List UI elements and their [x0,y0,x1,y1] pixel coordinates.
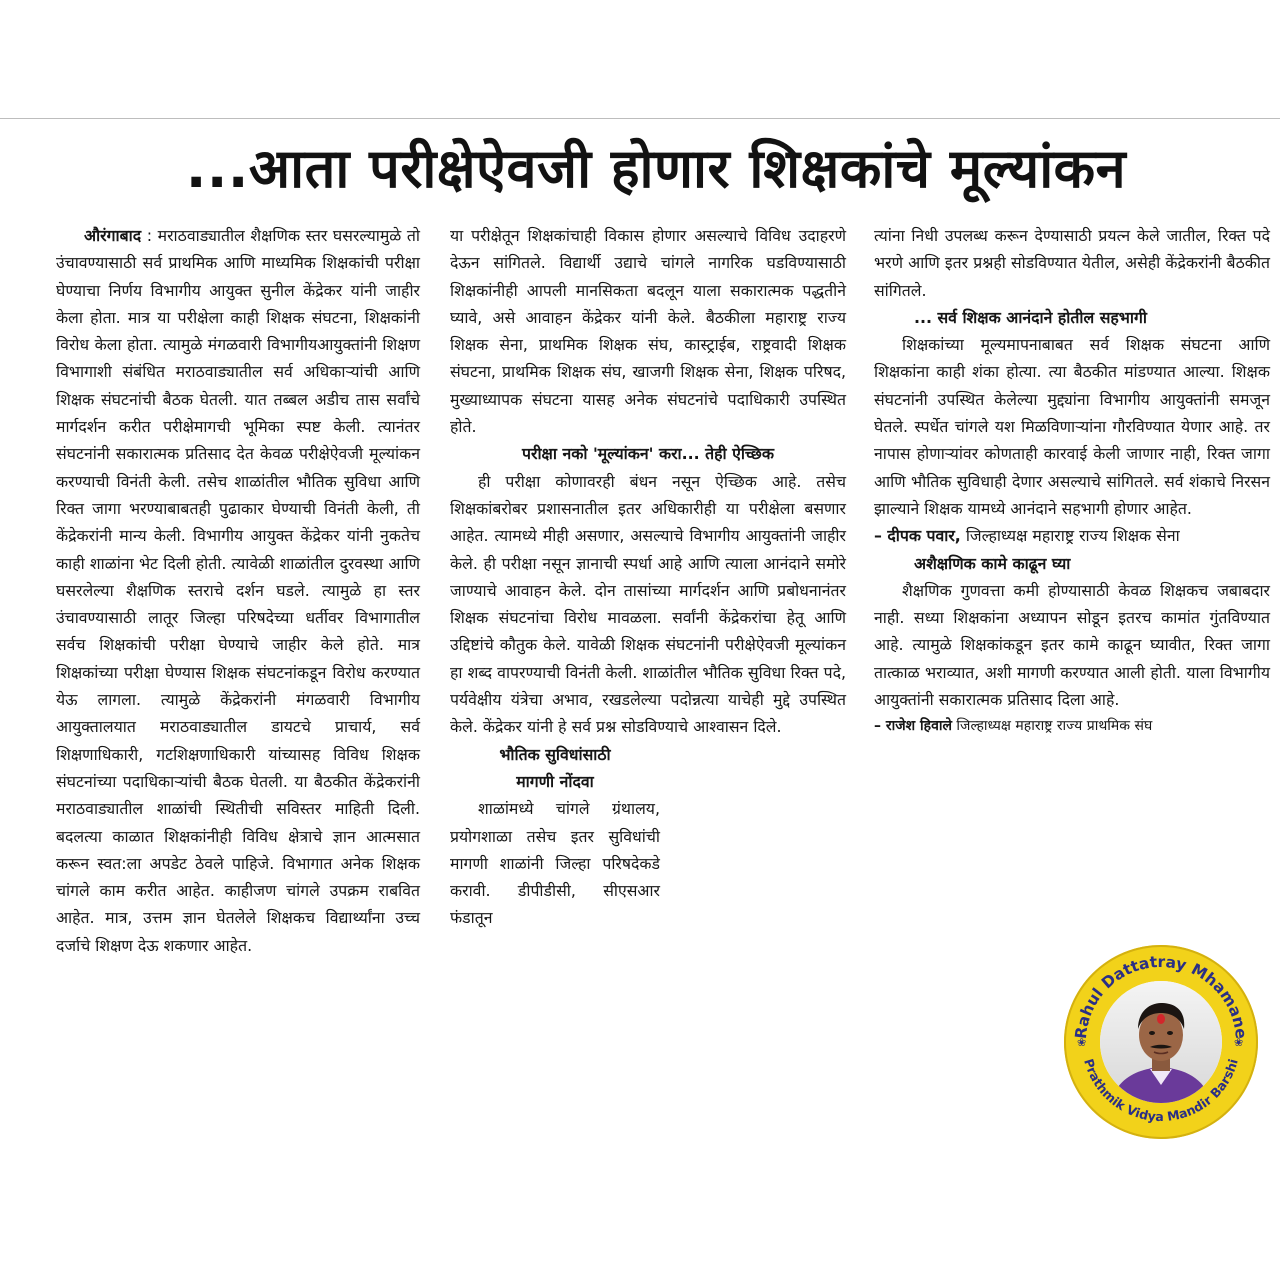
column3-paragraph-1: त्यांना निधी उपलब्ध करून देण्यासाठी प्रयत्न केले जातील, रिक्त पदे भरणे आणि इतर प्रश्नही सोडविण्यात येतील, असेही केंद्रेकरांनी बैठकीत सांगितले. [874,226,1270,300]
article-headline: ...आता परीक्षेऐवजी होणार शिक्षकांचे मूल्यांकन [185,137,1127,200]
dateline: औरंगाबाद [84,226,142,245]
article-column-1 [56,222,420,959]
top-rule [0,118,1280,119]
column3-credit-2 [874,713,1270,740]
article-column-3 [874,222,1270,741]
badge-bottom-text: Prathmik Vidya Mandir Barshi [1081,1056,1241,1125]
column3-subhead-2: अशैक्षणिक कामे काढून घ्या [914,553,1071,573]
badge-top-text: Rahul Dattatray Mhamane [1071,952,1251,1040]
column3-paragraph-2: शिक्षकांच्या मूल्यमापनाबाबत सर्व शिक्षक संघटना आणि शिक्षकांना काही शंका होत्या. त्या बैठकीत मांडण्यात आल्या. शिक्षक संघटनांनी उपस्थित केलेल्या मुद्द्यांना विभागीय आयुक्तांनी समजून घेतले. स्पर्धेत चांगले यश मिळविणाऱ्यांना गौरविण्यात येणार आहे. तर नापास होणाऱ्यांवर कोणताही कारवाई केली जाणार नाही, रिक्त जागा आणि भौतिक सुविधाही देणार असल्याचे सांगितले. सर्व शंकाचे निरसन झाल्याने शिक्षक यामध्ये आनंदाने सहभागी होणार आहेत. [874,335,1270,518]
column3-subhead-1: ... सर्व शिक्षक आनंदाने होतील सहभागी [914,307,1147,327]
flower-icon: ❀ [1234,1036,1244,1049]
column1-paragraph [56,222,420,959]
badge-lettering [1064,945,1258,1139]
column2-subhead-2b: मागणी नोंदवा [516,771,594,791]
column3-credit-1 [874,522,1270,549]
column2-paragraph-2: ही परीक्षा कोणावरही बंधन नसून ऐच्छिक आहे. तसेच शिक्षकांबरोबर प्रशासनातील इतर अधिकारीही या परीक्षेला बसणार आहेत. त्यामध्ये मीही असणार, असल्याचे विभागीय आयुक्तांनी जाहीर केले. ही परीक्षा नसून ज्ञानाची स्पर्धा आहे आणि त्याला आनंदाने समोरे जाण्याचे आवाहन केले. दोन तासांच्या मार्गदर्शन आणि प्रबोधनानंतर शिक्षक संघटनांचा विरोध मावळला. सर्वांनी केंद्रेकरांचा हेतू आणि उद्दिष्टांचे कौतुक केले. यावेळी शिक्षक संघटनांनी परीक्षेऐवजी मूल्यांकन हा शब्द वापरण्याची विनंती केली. शाळांतील भौतिक सुविधा रिक्त पदे, पर्यवेक्षीय यंत्रेचा अभाव, रखडलेल्या पदोन्नत्या याचेही मुद्दे उपस्थित केले. केंद्रेकर यांनी हे सर्व प्रश्न सोडविण्याचे आश्वासन दिले. [450,471,846,737]
credit1-role: जिल्हाध्यक्ष महाराष्ट्र राज्य शिक्षक सेना [960,526,1180,546]
column2-subhead-2a: भौतिक सुविधांसाठी [499,744,611,764]
author-badge [1064,945,1258,1139]
column2-paragraph-3: शाळांमध्ये चांगले ग्रंथालय, प्रयोगशाळा तसेच इतर सुविधांची मागणी शाळांनी जिल्हा परिषदेकडे करावी. डीपीडीसी, सीएसआर फंडातून [450,799,660,928]
column1-text: : मराठवाड्यातील शैक्षणिक स्तर घसरल्यामुळे तो उंचावण्यासाठी सर्व प्राथमिक आणि माध्यमिक शिक्षकांची परीक्षा घेण्याचा निर्णय विभागीय आयुक्त सुनील केंद्रेकर यांनी जाहीर केला होता. मात्र या परीक्षेला काही शिक्षक संघटना, शिक्षकांनी विरोध केला होता. त्यामुळे मंगळवारी विभागीयआयुक्तांनी शिक्षण विभागाशी संबंधित मराठवाड्यातील सर्व अधिकाऱ्यांची आणि शिक्षक संघटनांची बैठक घेतली. यात तब्बल अडीच तास सर्वांचे मार्गदर्शन करीत परीक्षेमागची भूमिका स्पष्ट केली. त्यानंतर संघटनांनी सकारात्मक प्रतिसाद देत केवळ परीक्षेऐवजी मूल्यांकन करण्याची विनंती केली. तसेच शाळांतील भौतिक सुविधा आणि रिक्त जागा भरण्याबाबतही पुढाकार घेण्याची विनंती केली, ती केंद्रेकरांनी मान्य केली. विभागीय आयुक्त केंद्रेकर यांनी नुकतेच काही शाळांना भेट दिली होती. त्यावेळी शाळांतील दुरवस्था आणि घसरलेल्या शैक्षणिक स्तराचे दर्शन घडले. त्यामुळे हा स्तर उंचावण्यासाठी लातूर जिल्हा परिषदेच्या धर्तीवर विभागातील सर्वच शिक्षकांची परीक्षा घेण्याचे जाहीर केले होते. मात्र शिक्षकांच्या परीक्षा घेण्यास शिक्षक संघटनांकडून विरोध करण्यात येऊ लागला. त्यामुळे केंद्रेकरांनी मंगळवारी विभागीय आयुक्तालयात मराठवाड्यातील डायटचे प्राचार्य, सर्व शिक्षणाधिकारी, गटशिक्षणाधिकारी यांच्यासह विविध शिक्षक संघटनांच्या पदाधिकाऱ्यांची बैठक घेतली. या बैठकीत केंद्रेकरांनी मराठवाड्यातील शाळांची स्थितीची सविस्तर माहिती दिली. बदलत्या काळात शिक्षकांनीही विविध क्षेत्राचे ज्ञान आत्मसात करून स्वत:ला अपडेट ठेवले पाहिजे. विभागात अनेक शिक्षक चांगले काम करीत आहेत. काहीजण चांगले उपक्रम राबवित आहेत. मात्र, उत्तम ज्ञान घेतलेले शिक्षकच विद्यार्थ्यांना उच्च दर्जाचे शिक्षण देऊ शकणार आहेत. [56,226,420,955]
column3-paragraph-3: शैक्षणिक गुणवत्ता कमी होण्यासाठी केवळ शिक्षकच जबाबदार नाही. सध्या शिक्षकांना अध्यापन सोडून इतरच कामांत गुंतविण्यात आहे. त्यामुळे शिक्षकांकडून इतर कामे काढून घ्यावीत, रिक्त जागा तात्काळ भराव्यात, अशी मागणी करण्यात आली होती. याला विभागीय आयुक्तांनी सकारात्मक प्रतिसाद दिला आहे. [874,580,1270,710]
column2-boxout [450,741,660,932]
credit2-name: – राजेश हिवाले [874,718,952,735]
credit1-name: – दीपक पवार, [874,526,961,546]
article-column-2 [450,222,846,932]
column2-paragraph-1: या परीक्षेतून शिक्षकांचाही विकास होणार असल्याचे विविध उदाहरणे देऊन सांगितले. विद्यार्थी उद्याचे चांगले नागरिक घडविण्यासाठी शिक्षकांनीही आपली मानसिकता बदलून याला सकारात्मक पद्धतीने घ्यावे, असे आवाहन केंद्रेकर यांनी केले. बैठकीला महाराष्ट्र राज्य शिक्षक सेना, प्राथमिक शिक्षक संघ, कास्ट्राईब, राष्ट्रवादी शिक्षक संघटना, प्राथमिक शिक्षक संघ, खाजगी शिक्षक सेना, शिक्षक परिषद, मुख्याध्यापक संघटना यासह अनेक संघटनांचे पदाधिकारी उपस्थित होते. [450,226,846,437]
credit2-role: जिल्हाध्यक्ष महाराष्ट्र राज्य प्राथमिक संघ [951,718,1153,735]
column2-subhead-1: परीक्षा नको 'मूल्यांकन' करा... तेही ऐच्छिक [522,444,774,464]
flower-icon: ❀ [1077,1036,1087,1049]
